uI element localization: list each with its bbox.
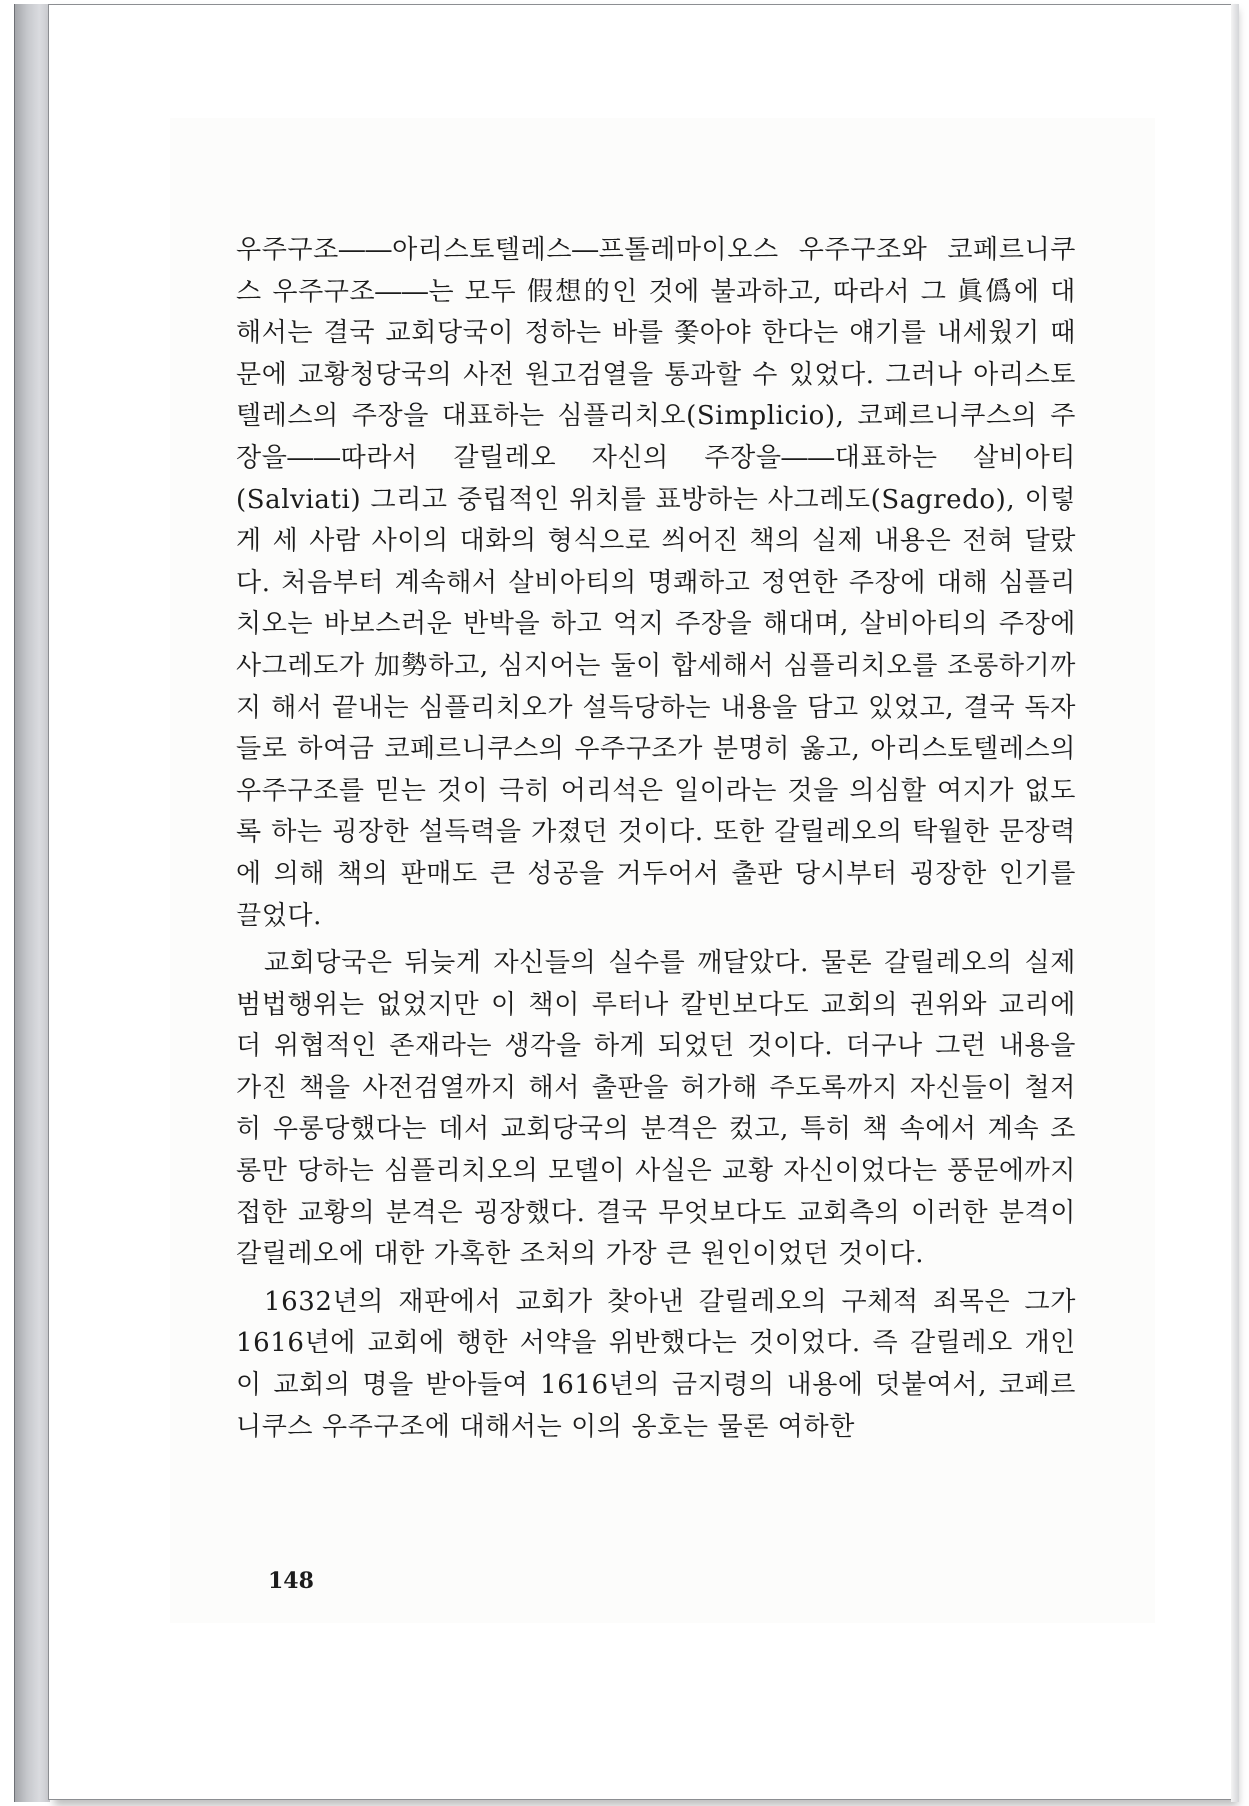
paragraph-3: 1632년의 재판에서 교회가 찾아낸 갈릴레오의 구체적 죄목은 그가 1616년에 교회에 행한 서약을 위반했다는 것이었다. 즉 갈릴레오 개인이 교회의 명을 받아들여 1616년의 금지령의 내용에 덧붙여서, 코페르니쿠스 우주구조에 대해서는 이의 옹호는 물론 여하한	[236, 1286, 1076, 1442]
paragraph-2: 교회당국은 뒤늦게 자신들의 실수를 깨달았다. 물론 갈릴레오의 실제 범법행위는 없었지만 이 책이 루터나 칼빈보다도 교회의 권위와 교리에 더 위협적인 존재라는 생각을 하게 되었던 것이다. 더구나 그런 내용을 가진 책을 사전검열까지 해서 출판을 허가해 주도록까지 자신들이 철저히 우롱당했다는 데서 교회당국의 분격은 컸고, 특히 책 속에서 계속 조롱만 당하는 심플리치오의 모델이 사실은 교황 자신이었다는 풍문에까지 접한 교황의 분격은 굉장했다. 결국 무엇보다도 교회측의 이러한 분격이 갈릴레오에 대한 가혹한 조처의 가장 큰 원인이었던 것이다.	[236, 948, 1076, 1270]
book-spine	[14, 4, 50, 1802]
page-body-text	[236, 230, 1076, 1448]
paragraph-1: 우주구조――아리스토텔레스―프톨레마이오스 우주구조와 코페르니쿠스 우주구조――는 모두 假想的인 것에 불과하고, 따라서 그 眞僞에 대해서는 결국 교회당국이 정하는 바를 쫓아야 한다는 얘기를 내세웠기 때문에 교황청당국의 사전 원고검열을 통과할 수 있었다. 그러나 아리스토텔레스의 주장을 대표하는 심플리치오(Simplicio), 코페르니쿠스의 주장을――따라서 갈릴레오 자신의 주장을――대표하는 살비아티(Salviati) 그리고 중립적인 위치를 표방하는 사그레도(Sagredo), 이렇게 세 사람 사이의 대화의 형식으로 씌어진 책의 실제 내용은 전혀 달랐다. 처음부터 계속해서 살비아티의 명쾌하고 정연한 주장에 대해 심플리치오는 바보스러운 반박을 하고 억지 주장을 해대며, 살비아티의 주장에 사그레도가 加勢하고, 심지어는 둘이 합세해서 심플리치오를 조롱하기까지 해서 끝내는 심플리치오가 설득당하는 내용을 담고 있었고, 결국 독자들로 하여금 코페르니쿠스의 우주구조가 분명히 옳고, 아리스토텔레스의 우주구조를 믿는 것이 극히 어리석은 일이라는 것을 의심할 여지가 없도록 하는 굉장한 설득력을 가졌던 것이다. 또한 갈릴레오의 탁월한 문장력에 의해 책의 판매도 큰 성공을 거두어서 출판 당시부터 굉장한 인기를 끌었다.	[236, 235, 1076, 931]
page-number: 148	[268, 1568, 314, 1594]
book-page-edge	[1231, 4, 1239, 1802]
